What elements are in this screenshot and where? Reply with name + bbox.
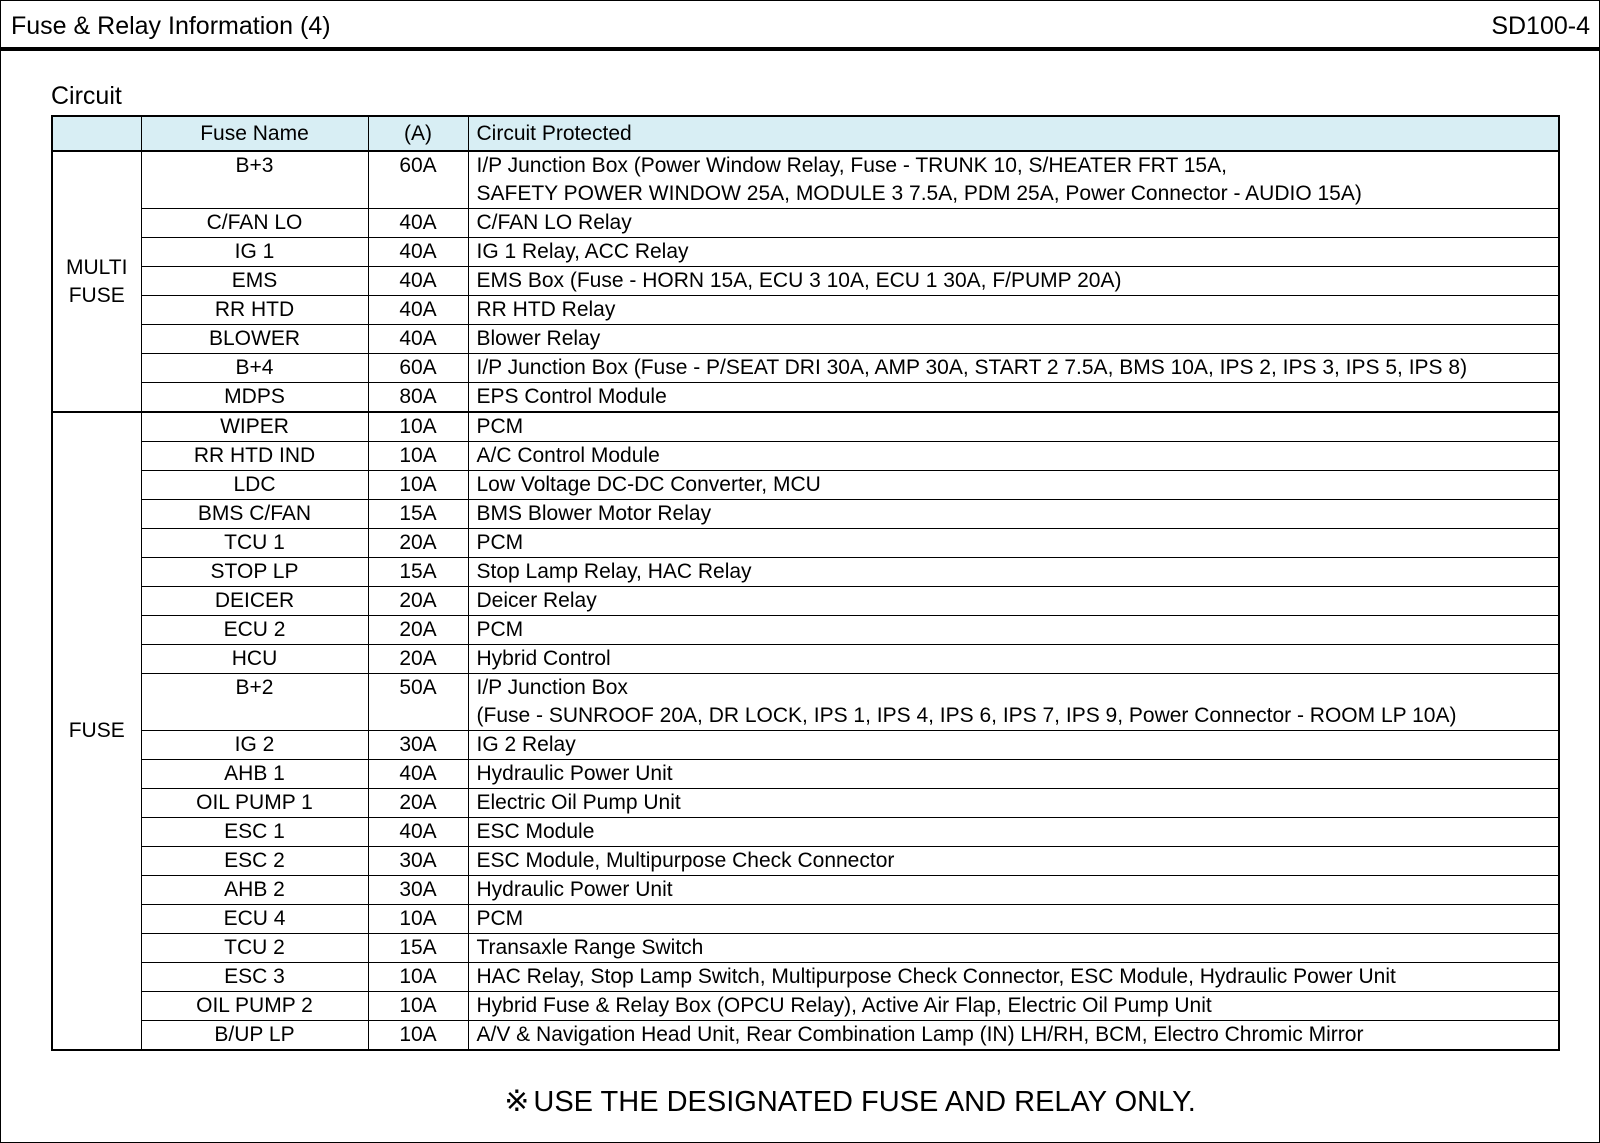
footer-note-text: USE THE DESIGNATED FUSE AND RELAY ONLY.	[533, 1086, 1196, 1118]
circuit-cell	[468, 151, 1559, 209]
fuse-name-cell: ESC 2	[141, 847, 368, 876]
table-row	[52, 442, 1559, 471]
table-row	[52, 876, 1559, 905]
fuse-name-cell: OIL PUMP 1	[141, 789, 368, 818]
circuit-line: Transaxle Range Switch	[476, 936, 704, 959]
table-row	[52, 992, 1559, 1021]
fuse-amp-cell: 10A	[368, 963, 468, 992]
table-row	[52, 731, 1559, 760]
circuit-line: Hybrid Control	[476, 647, 611, 670]
fuse-name-cell: TCU 1	[141, 529, 368, 558]
group-column-header	[52, 116, 141, 151]
circuit-cell	[468, 383, 1559, 413]
circuit-cell	[468, 616, 1559, 645]
group-label	[52, 151, 141, 412]
fuse-name-cell: ECU 4	[141, 905, 368, 934]
circuit-line: EPS Control Module	[476, 385, 667, 408]
circuit-cell	[468, 558, 1559, 587]
fuse-amp-cell: 30A	[368, 731, 468, 760]
fuse-name-cell: STOP LP	[141, 558, 368, 587]
circuit-cell	[468, 645, 1559, 674]
fuse-name-cell: ESC 1	[141, 818, 368, 847]
table-row	[52, 412, 1559, 442]
fuse-amp-cell: 20A	[368, 587, 468, 616]
fuse-name-cell: C/FAN LO	[141, 209, 368, 238]
fuse-name-cell: ESC 3	[141, 963, 368, 992]
fuse-name-cell: AHB 1	[141, 760, 368, 789]
fuse-name-cell: BLOWER	[141, 325, 368, 354]
circuit-cell	[468, 500, 1559, 529]
circuit-column-header: Circuit Protected	[468, 116, 1559, 151]
circuit-line: IG 1 Relay, ACC Relay	[476, 240, 689, 263]
circuit-line: Deicer Relay	[476, 589, 597, 612]
fuse-name-cell: HCU	[141, 645, 368, 674]
table-row	[52, 151, 1559, 209]
table-row	[52, 354, 1559, 383]
circuit-line: PCM	[476, 531, 524, 554]
fuse-amp-cell: 40A	[368, 238, 468, 267]
fuse-amp-cell: 40A	[368, 209, 468, 238]
table-row	[52, 789, 1559, 818]
circuit-line: Hydraulic Power Unit	[476, 762, 673, 785]
page-code: SD100-4	[1491, 12, 1590, 40]
circuit-cell	[468, 731, 1559, 760]
fuse-name-cell: DEICER	[141, 587, 368, 616]
circuit-cell	[468, 587, 1559, 616]
table-row	[52, 1021, 1559, 1051]
fuse-name-cell: EMS	[141, 267, 368, 296]
circuit-line: Blower Relay	[476, 327, 601, 350]
fuse-amp-cell: 30A	[368, 847, 468, 876]
table-row	[52, 645, 1559, 674]
circuit-line: SAFETY POWER WINDOW 25A, MODULE 3 7.5A, PDM 25A, Power Connector - AUDIO 15A)	[476, 182, 1362, 205]
fuse-amp-cell: 20A	[368, 645, 468, 674]
circuit-cell	[468, 760, 1559, 789]
circuit-cell	[468, 267, 1559, 296]
circuit-line: RR HTD Relay	[476, 298, 616, 321]
fuse-amp-cell: 40A	[368, 325, 468, 354]
fuse-name-cell: B+3	[141, 151, 368, 209]
table-row	[52, 587, 1559, 616]
fuse-amp-cell: 15A	[368, 558, 468, 587]
table-row	[52, 905, 1559, 934]
circuit-line: Low Voltage DC-DC Converter, MCU	[476, 473, 821, 496]
table-row	[52, 760, 1559, 789]
fuse-name-cell: IG 1	[141, 238, 368, 267]
fuse-name-cell: B/UP LP	[141, 1021, 368, 1051]
table-row	[52, 847, 1559, 876]
fuse-amp-cell: 20A	[368, 789, 468, 818]
circuit-line: Hydraulic Power Unit	[476, 878, 673, 901]
table-row	[52, 296, 1559, 325]
fuse-amp-cell: 10A	[368, 905, 468, 934]
fuse-amp-cell: 15A	[368, 934, 468, 963]
circuit-line: (Fuse - SUNROOF 20A, DR LOCK, IPS 1, IPS 4, IPS 6, IPS 7, IPS 9, Power Connector - ROOM LP 10A)	[476, 704, 1457, 727]
fuse-amp-cell: 40A	[368, 296, 468, 325]
fuse-name-cell: LDC	[141, 471, 368, 500]
fuse-name-cell: ECU 2	[141, 616, 368, 645]
circuit-line: ESC Module, Multipurpose Check Connector	[476, 849, 895, 872]
fuse-amp-cell: 30A	[368, 876, 468, 905]
circuit-line: PCM	[476, 415, 524, 438]
fuse-name-cell: OIL PUMP 2	[141, 992, 368, 1021]
group-label-line: FUSE	[68, 283, 125, 307]
circuit-cell	[468, 674, 1559, 731]
circuit-cell	[468, 412, 1559, 442]
circuit-cell	[468, 471, 1559, 500]
group-label-line: FUSE	[68, 719, 125, 742]
table-row	[52, 616, 1559, 645]
table-header-row	[52, 116, 1559, 151]
fuse-name-cell: IG 2	[141, 731, 368, 760]
table-row	[52, 963, 1559, 992]
fuse-amp-cell: 10A	[368, 992, 468, 1021]
table-row	[52, 238, 1559, 267]
circuit-cell	[468, 354, 1559, 383]
fuse-amp-cell: 60A	[368, 151, 468, 209]
fuse-amp-cell: 50A	[368, 674, 468, 731]
fuse-amp-cell: 15A	[368, 500, 468, 529]
circuit-cell	[468, 847, 1559, 876]
fuse-name-cell: MDPS	[141, 383, 368, 413]
circuit-line: Electric Oil Pump Unit	[476, 791, 681, 814]
fuse-amp-cell: 80A	[368, 383, 468, 413]
group-label	[52, 412, 141, 1050]
fuse-amp-cell: 10A	[368, 442, 468, 471]
circuit-line: A/V & Navigation Head Unit, Rear Combination Lamp (IN) LH/RH, BCM, Electro Chromic Mirror	[476, 1023, 1364, 1046]
circuit-cell	[468, 325, 1559, 354]
circuit-cell	[468, 209, 1559, 238]
fuse-name-cell: B+4	[141, 354, 368, 383]
table-row	[52, 934, 1559, 963]
circuit-line: I/P Junction Box (Power Window Relay, Fuse - TRUNK 10, S/HEATER FRT 15A,	[476, 154, 1227, 177]
circuit-cell	[468, 818, 1559, 847]
reference-mark-icon: ※	[504, 1085, 530, 1118]
circuit-cell	[468, 789, 1559, 818]
table-row	[52, 558, 1559, 587]
circuit-line: HAC Relay, Stop Lamp Switch, Multipurpose Check Connector, ESC Module, Hydraulic Power Unit	[476, 965, 1396, 988]
fuse-amp-cell: 10A	[368, 412, 468, 442]
fuse-name-cell: RR HTD IND	[141, 442, 368, 471]
fuse-amp-cell: 60A	[368, 354, 468, 383]
page-header	[0, 0, 1600, 51]
fuse-name-cell: TCU 2	[141, 934, 368, 963]
circuit-line: PCM	[476, 907, 524, 930]
fuse-amp-cell: 20A	[368, 529, 468, 558]
circuit-cell	[468, 1021, 1559, 1051]
circuit-line: A/C Control Module	[476, 444, 660, 467]
fuse-amp-cell: 40A	[368, 760, 468, 789]
section-label: Circuit	[51, 82, 122, 110]
circuit-cell	[468, 442, 1559, 471]
footer-note	[0, 1085, 1600, 1119]
circuit-cell	[468, 238, 1559, 267]
circuit-line: BMS Blower Motor Relay	[476, 502, 712, 525]
circuit-cell	[468, 992, 1559, 1021]
fuse-name-cell: RR HTD	[141, 296, 368, 325]
fuse-table-body	[52, 151, 1559, 1050]
circuit-line: IG 2 Relay	[476, 733, 576, 756]
table-row	[52, 529, 1559, 558]
fuse-name-column-header: Fuse Name	[141, 116, 368, 151]
fuse-amp-cell: 10A	[368, 471, 468, 500]
fuse-amp-cell: 10A	[368, 1021, 468, 1051]
group-label-line: MULTI	[66, 255, 128, 279]
circuit-line: EMS Box (Fuse - HORN 15A, ECU 3 10A, ECU 1 30A, F/PUMP 20A)	[476, 269, 1122, 292]
circuit-line: I/P Junction Box (Fuse - P/SEAT DRI 30A, AMP 30A, START 2 7.5A, BMS 10A, IPS 2, IPS 3, IPS 5, IPS 8)	[476, 356, 1468, 379]
circuit-line: I/P Junction Box	[476, 676, 628, 699]
page-title: Fuse & Relay Information (4)	[11, 12, 331, 40]
circuit-line: ESC Module	[476, 820, 595, 843]
fuse-name-cell: BMS C/FAN	[141, 500, 368, 529]
fuse-name-cell: B+2	[141, 674, 368, 731]
table-row	[52, 818, 1559, 847]
circuit-cell	[468, 876, 1559, 905]
table-row	[52, 325, 1559, 354]
circuit-cell	[468, 963, 1559, 992]
table-row	[52, 267, 1559, 296]
table-row	[52, 471, 1559, 500]
table-row	[52, 209, 1559, 238]
circuit-line: C/FAN LO Relay	[476, 211, 632, 234]
table-row	[52, 674, 1559, 731]
circuit-cell	[468, 905, 1559, 934]
circuit-cell	[468, 529, 1559, 558]
fuse-amp-cell: 40A	[368, 818, 468, 847]
table-row	[52, 500, 1559, 529]
circuit-cell	[468, 934, 1559, 963]
fuse-table	[51, 115, 1560, 1051]
circuit-line: Stop Lamp Relay, HAC Relay	[476, 560, 752, 583]
fuse-name-cell: WIPER	[141, 412, 368, 442]
circuit-line: Hybrid Fuse & Relay Box (OPCU Relay), Active Air Flap, Electric Oil Pump Unit	[476, 994, 1212, 1017]
table-row	[52, 383, 1559, 413]
fuse-name-cell: AHB 2	[141, 876, 368, 905]
circuit-line: PCM	[476, 618, 524, 641]
fuse-amp-cell: 20A	[368, 616, 468, 645]
amp-column-header: (A)	[368, 116, 468, 151]
circuit-cell	[468, 296, 1559, 325]
fuse-amp-cell: 40A	[368, 267, 468, 296]
